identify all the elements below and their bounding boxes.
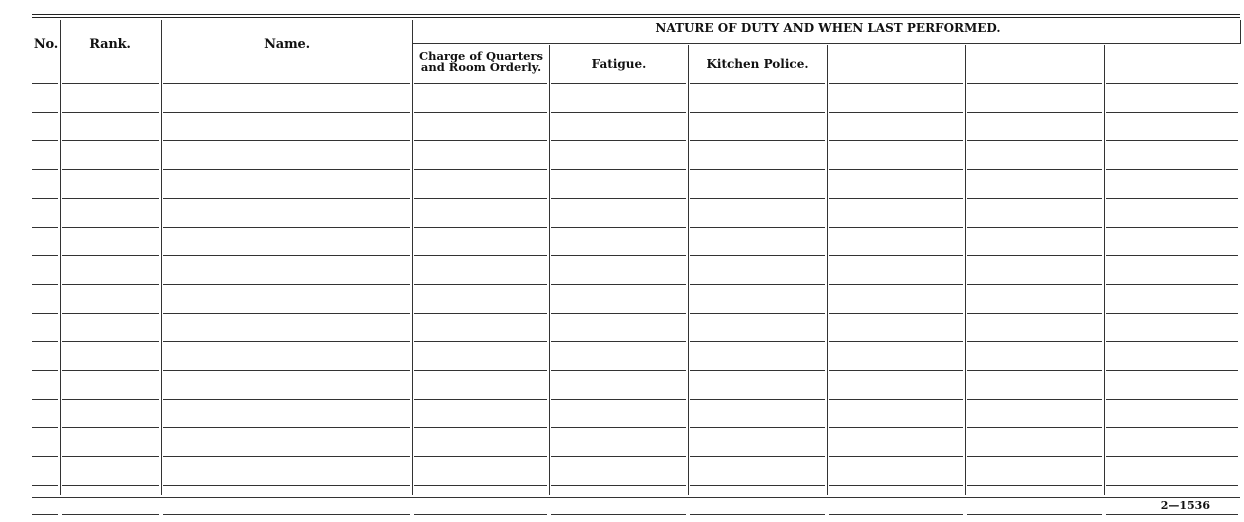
header-rank: Rank. (89, 37, 131, 52)
header-bottom-rule (62, 83, 159, 84)
header-bottom-rule (163, 83, 410, 84)
table-row-rule (967, 255, 1102, 256)
table-row-rule (32, 341, 58, 342)
table-row-rule (32, 427, 58, 428)
table-row-rule (32, 255, 58, 256)
column-divider (549, 45, 550, 495)
table-row-rule (1106, 514, 1238, 515)
table-row-rule (414, 370, 547, 371)
column-divider (1104, 45, 1105, 495)
table-row-rule (32, 514, 58, 515)
table-row-rule (829, 169, 963, 170)
column-divider (965, 45, 966, 495)
table-row-rule (163, 313, 410, 314)
table-row-rule (1106, 485, 1238, 486)
table-row-rule (62, 514, 159, 515)
table-row-rule (967, 370, 1102, 371)
table-row-rule (551, 169, 686, 170)
table-row-rule (1106, 399, 1238, 400)
table-row-rule (163, 370, 410, 371)
table-row-rule (967, 456, 1102, 457)
table-row-rule (690, 485, 825, 486)
form-number: 2—1536 (1160, 499, 1210, 512)
table-row-rule (967, 399, 1102, 400)
table-row-rule (829, 427, 963, 428)
header-nature-of-duty: NATURE OF DUTY AND WHEN LAST PERFORMED. (655, 21, 1001, 35)
table-row-rule (414, 112, 547, 113)
table-row-rule (32, 456, 58, 457)
table-row-rule (62, 427, 159, 428)
table-row-rule (32, 284, 58, 285)
table-row-rule (62, 227, 159, 228)
table-row-rule (967, 112, 1102, 113)
table-row-rule (829, 227, 963, 228)
table-row-rule (690, 284, 825, 285)
table-row-rule (62, 140, 159, 141)
table-row-rule (551, 255, 686, 256)
column-divider (1240, 20, 1241, 44)
table-row-rule (62, 198, 159, 199)
table-row-rule (414, 399, 547, 400)
table-row-rule (967, 341, 1102, 342)
table-row-rule (967, 169, 1102, 170)
table-row-rule (551, 112, 686, 113)
header-bottom-rule (414, 83, 547, 84)
header-name: Name. (264, 37, 310, 52)
subheader-charge-line2: and Room Orderly. (420, 60, 542, 74)
table-row-rule (163, 198, 410, 199)
table-row-rule (62, 341, 159, 342)
table-row-rule (551, 370, 686, 371)
table-row-rule (163, 227, 410, 228)
table-row-rule (32, 198, 58, 199)
table-row-rule (163, 284, 410, 285)
table-row-rule (551, 284, 686, 285)
column-divider (161, 20, 162, 495)
table-row-rule (1106, 140, 1238, 141)
table-row-rule (163, 169, 410, 170)
table-row-rule (32, 485, 58, 486)
header-bottom-rule (32, 83, 58, 84)
table-row-rule (163, 514, 410, 515)
table-row-rule (690, 399, 825, 400)
column-divider (688, 45, 689, 495)
table-row-rule (551, 399, 686, 400)
table-row-rule (1106, 427, 1238, 428)
table-row-rule (62, 313, 159, 314)
table-row-rule (1106, 456, 1238, 457)
table-row-rule (829, 399, 963, 400)
table-row-rule (690, 255, 825, 256)
table-row-rule (690, 341, 825, 342)
table-row-rule (414, 427, 547, 428)
column-divider (827, 45, 828, 495)
table-row-rule (829, 485, 963, 486)
table-row-rule (163, 456, 410, 457)
table-row-rule (1106, 198, 1238, 199)
table-row-rule (163, 485, 410, 486)
table-row-rule (32, 227, 58, 228)
table-row-rule (829, 140, 963, 141)
bottom-rule (32, 497, 1240, 498)
subheader-charge-of-quarters (413, 51, 549, 73)
table-row-rule (1106, 112, 1238, 113)
table-row-rule (551, 198, 686, 199)
table-row-rule (690, 313, 825, 314)
table-row-rule (32, 112, 58, 113)
table-row-rule (829, 112, 963, 113)
table-row-rule (829, 255, 963, 256)
subheader-fatigue: Fatigue. (591, 57, 647, 71)
table-row-rule (829, 198, 963, 199)
column-divider (60, 20, 61, 495)
table-row-rule (32, 140, 58, 141)
table-row-rule (62, 112, 159, 113)
table-row-rule (829, 514, 963, 515)
table-row-rule (414, 485, 547, 486)
subheader-kitchen-police: Kitchen Police. (706, 57, 809, 71)
table-row-rule (62, 169, 159, 170)
table-row-rule (32, 169, 58, 170)
table-row-rule (163, 341, 410, 342)
header-bottom-rule (1106, 83, 1238, 84)
table-row-rule (551, 313, 686, 314)
table-row-rule (690, 427, 825, 428)
table-row-rule (414, 514, 547, 515)
table-row-rule (62, 399, 159, 400)
table-row-rule (414, 140, 547, 141)
table-row-rule (1106, 341, 1238, 342)
table-row-rule (414, 456, 547, 457)
table-row-rule (414, 313, 547, 314)
table-row-rule (62, 485, 159, 486)
table-row-rule (690, 456, 825, 457)
table-row-rule (967, 485, 1102, 486)
table-row-rule (163, 399, 410, 400)
table-row-rule (551, 227, 686, 228)
table-row-rule (62, 255, 159, 256)
table-row-rule (163, 427, 410, 428)
table-row-rule (829, 284, 963, 285)
table-row-rule (1106, 313, 1238, 314)
table-row-rule (1106, 169, 1238, 170)
table-row-rule (32, 313, 58, 314)
header-bottom-rule (690, 83, 825, 84)
table-row-rule (414, 227, 547, 228)
table-row-rule (551, 140, 686, 141)
table-row-rule (967, 227, 1102, 228)
group-header-rule (412, 43, 1240, 44)
table-row-rule (829, 456, 963, 457)
table-row-rule (551, 341, 686, 342)
table-row-rule (551, 485, 686, 486)
header-bottom-rule (967, 83, 1102, 84)
table-row-rule (414, 198, 547, 199)
table-row-rule (829, 341, 963, 342)
table-row-rule (690, 112, 825, 113)
table-row-rule (967, 313, 1102, 314)
table-row-rule (690, 140, 825, 141)
table-row-rule (967, 514, 1102, 515)
table-row-rule (62, 284, 159, 285)
header-no: No. (33, 37, 59, 52)
table-row-rule (414, 255, 547, 256)
table-row-rule (32, 370, 58, 371)
table-row-rule (62, 456, 159, 457)
table-row-rule (414, 341, 547, 342)
table-row-rule (551, 456, 686, 457)
table-row-rule (1106, 227, 1238, 228)
table-row-rule (32, 399, 58, 400)
table-row-rule (690, 169, 825, 170)
table-row-rule (829, 313, 963, 314)
table-row-rule (1106, 284, 1238, 285)
subheader-charge-line1: Charge of Quarters (418, 49, 544, 63)
table-row-rule (551, 427, 686, 428)
table-row-rule (690, 227, 825, 228)
table-row-rule (690, 370, 825, 371)
table-row-rule (414, 284, 547, 285)
table-row-rule (62, 370, 159, 371)
table-row-rule (1106, 370, 1238, 371)
top-rule (32, 14, 1240, 15)
table-row-rule (967, 198, 1102, 199)
table-row-rule (967, 284, 1102, 285)
header-bottom-rule (551, 83, 686, 84)
table-row-rule (414, 169, 547, 170)
table-row-rule (690, 198, 825, 199)
table-row-rule (1106, 255, 1238, 256)
table-row-rule (967, 140, 1102, 141)
header-bottom-rule (829, 83, 963, 84)
table-row-rule (690, 514, 825, 515)
table-row-rule (551, 514, 686, 515)
table-row-rule (163, 255, 410, 256)
column-divider (412, 20, 413, 495)
top-rule-inner (32, 17, 1240, 18)
table-row-rule (163, 112, 410, 113)
table-row-rule (967, 427, 1102, 428)
table-row-rule (829, 370, 963, 371)
table-row-rule (163, 140, 410, 141)
